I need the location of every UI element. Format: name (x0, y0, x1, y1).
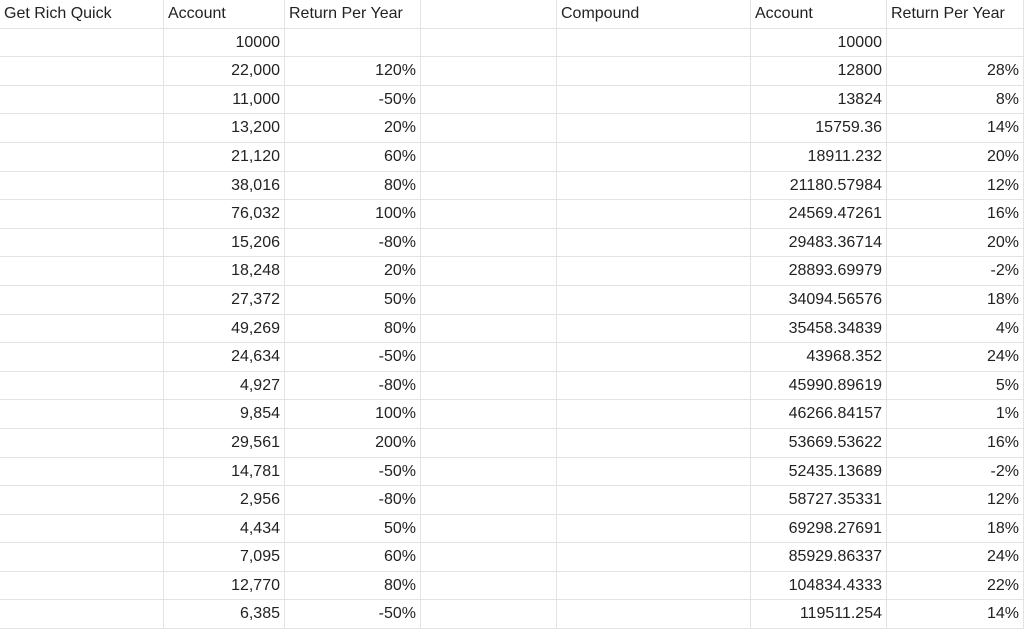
left-return-cell[interactable]: -50% (285, 86, 421, 115)
empty-cell[interactable] (0, 229, 164, 258)
empty-cell[interactable] (557, 429, 751, 458)
left-account-cell[interactable]: 27,372 (164, 286, 285, 315)
left-account-cell[interactable]: 21,120 (164, 143, 285, 172)
left-account-cell[interactable]: 24,634 (164, 343, 285, 372)
empty-cell[interactable] (0, 315, 164, 344)
left-account-cell[interactable]: 11,000 (164, 86, 285, 115)
left-account-cell[interactable]: 13,200 (164, 114, 285, 143)
right-account-cell[interactable]: 13824 (751, 86, 887, 115)
empty-cell[interactable] (557, 114, 751, 143)
empty-cell[interactable] (557, 229, 751, 258)
right-return-cell[interactable]: 24% (887, 543, 1024, 572)
empty-cell[interactable] (557, 343, 751, 372)
empty-cell[interactable] (557, 315, 751, 344)
right-account-cell[interactable]: 85929.86337 (751, 543, 887, 572)
empty-cell[interactable] (0, 515, 164, 544)
right-account-cell[interactable]: 10000 (751, 29, 887, 58)
empty-cell[interactable] (557, 57, 751, 86)
right-return-cell[interactable]: 20% (887, 229, 1024, 258)
right-return-cell[interactable]: -2% (887, 458, 1024, 487)
empty-cell[interactable] (557, 257, 751, 286)
right-account-cell[interactable]: 104834.4333 (751, 572, 887, 601)
empty-cell[interactable] (557, 200, 751, 229)
empty-cell[interactable] (0, 257, 164, 286)
left-account-cell[interactable]: 4,927 (164, 372, 285, 401)
empty-cell[interactable] (0, 143, 164, 172)
right-account-cell[interactable]: 58727.35331 (751, 486, 887, 515)
right-account-cell[interactable]: 119511.254 (751, 600, 887, 629)
left-return-cell[interactable]: -80% (285, 486, 421, 515)
right-return-cell[interactable]: 1% (887, 400, 1024, 429)
empty-cell[interactable] (557, 486, 751, 515)
empty-cell[interactable] (0, 458, 164, 487)
empty-cell[interactable] (421, 257, 557, 286)
left-return-cell[interactable]: -50% (285, 458, 421, 487)
right-account-cell[interactable]: 52435.13689 (751, 458, 887, 487)
empty-cell[interactable] (421, 572, 557, 601)
left-return-cell[interactable]: -50% (285, 343, 421, 372)
empty-cell[interactable] (421, 429, 557, 458)
left-account-cell[interactable]: 10000 (164, 29, 285, 58)
left-return-cell[interactable]: 80% (285, 172, 421, 201)
left-return-cell[interactable]: 100% (285, 200, 421, 229)
left-return-cell[interactable]: 20% (285, 114, 421, 143)
left-account-cell[interactable]: 14,781 (164, 458, 285, 487)
right-return-cell[interactable] (887, 29, 1024, 58)
right-return-cell[interactable]: 16% (887, 429, 1024, 458)
left-return-cell[interactable]: 50% (285, 286, 421, 315)
left-account-cell[interactable]: 15,206 (164, 229, 285, 258)
right-title-cell[interactable]: Compound (557, 0, 751, 29)
left-account-cell[interactable]: 9,854 (164, 400, 285, 429)
left-return-cell[interactable]: 120% (285, 57, 421, 86)
right-account-cell[interactable]: 45990.89619 (751, 372, 887, 401)
empty-cell[interactable] (557, 400, 751, 429)
empty-cell[interactable] (0, 343, 164, 372)
left-account-cell[interactable]: 7,095 (164, 543, 285, 572)
empty-cell[interactable] (421, 543, 557, 572)
right-return-cell[interactable]: 4% (887, 315, 1024, 344)
empty-cell[interactable] (0, 286, 164, 315)
empty-cell[interactable] (0, 372, 164, 401)
right-account-cell[interactable]: 21180.57984 (751, 172, 887, 201)
empty-cell[interactable] (421, 143, 557, 172)
left-account-cell[interactable]: 76,032 (164, 200, 285, 229)
empty-cell[interactable] (557, 86, 751, 115)
right-account-cell[interactable]: 46266.84157 (751, 400, 887, 429)
empty-cell[interactable] (421, 29, 557, 58)
left-account-cell[interactable]: 38,016 (164, 172, 285, 201)
right-return-cell[interactable]: 12% (887, 172, 1024, 201)
empty-cell[interactable] (421, 172, 557, 201)
right-account-cell[interactable]: 12800 (751, 57, 887, 86)
empty-cell[interactable] (557, 515, 751, 544)
empty-cell[interactable] (421, 400, 557, 429)
left-account-cell[interactable]: 49,269 (164, 315, 285, 344)
left-return-cell[interactable]: 60% (285, 143, 421, 172)
right-account-cell[interactable]: 69298.27691 (751, 515, 887, 544)
empty-cell[interactable] (421, 114, 557, 143)
right-account-header[interactable]: Account (751, 0, 887, 29)
left-return-cell[interactable]: 80% (285, 572, 421, 601)
empty-cell[interactable] (557, 372, 751, 401)
empty-cell[interactable] (0, 57, 164, 86)
empty-cell[interactable] (421, 286, 557, 315)
empty-cell[interactable] (421, 57, 557, 86)
left-return-header[interactable]: Return Per Year (285, 0, 421, 29)
empty-cell[interactable] (421, 515, 557, 544)
empty-cell[interactable] (0, 400, 164, 429)
left-account-header[interactable]: Account (164, 0, 285, 29)
empty-cell[interactable] (421, 372, 557, 401)
empty-cell[interactable] (0, 200, 164, 229)
right-account-cell[interactable]: 53669.53622 (751, 429, 887, 458)
empty-cell[interactable] (557, 600, 751, 629)
right-return-cell[interactable]: -2% (887, 257, 1024, 286)
right-return-cell[interactable]: 28% (887, 57, 1024, 86)
left-account-cell[interactable]: 12,770 (164, 572, 285, 601)
left-account-cell[interactable]: 22,000 (164, 57, 285, 86)
right-return-header[interactable]: Return Per Year (887, 0, 1024, 29)
empty-cell[interactable] (557, 543, 751, 572)
empty-cell[interactable] (421, 458, 557, 487)
empty-cell[interactable] (557, 286, 751, 315)
right-account-cell[interactable]: 28893.69979 (751, 257, 887, 286)
right-return-cell[interactable]: 18% (887, 286, 1024, 315)
empty-cell[interactable] (557, 458, 751, 487)
empty-cell[interactable] (0, 486, 164, 515)
right-return-cell[interactable]: 20% (887, 143, 1024, 172)
right-account-cell[interactable]: 35458.34839 (751, 315, 887, 344)
empty-cell[interactable] (0, 114, 164, 143)
right-account-cell[interactable]: 29483.36714 (751, 229, 887, 258)
left-return-cell[interactable]: 100% (285, 400, 421, 429)
left-account-cell[interactable]: 18,248 (164, 257, 285, 286)
empty-cell[interactable] (557, 572, 751, 601)
empty-cell[interactable] (421, 600, 557, 629)
left-return-cell[interactable]: 80% (285, 315, 421, 344)
empty-cell[interactable] (0, 429, 164, 458)
left-return-cell[interactable]: 60% (285, 543, 421, 572)
empty-cell[interactable] (0, 543, 164, 572)
right-return-cell[interactable]: 8% (887, 86, 1024, 115)
left-return-cell[interactable]: -80% (285, 372, 421, 401)
left-return-cell[interactable]: -50% (285, 600, 421, 629)
right-account-cell[interactable]: 24569.47261 (751, 200, 887, 229)
right-return-cell[interactable]: 14% (887, 114, 1024, 143)
empty-cell[interactable] (0, 29, 164, 58)
empty-cell[interactable] (557, 29, 751, 58)
empty-cell[interactable] (421, 343, 557, 372)
right-account-cell[interactable]: 15759.36 (751, 114, 887, 143)
right-return-cell[interactable]: 16% (887, 200, 1024, 229)
right-return-cell[interactable]: 5% (887, 372, 1024, 401)
empty-cell[interactable] (421, 200, 557, 229)
left-return-cell[interactable] (285, 29, 421, 58)
empty-cell[interactable] (0, 572, 164, 601)
left-account-cell[interactable]: 2,956 (164, 486, 285, 515)
empty-cell[interactable] (0, 86, 164, 115)
empty-cell[interactable] (421, 229, 557, 258)
empty-cell[interactable] (557, 172, 751, 201)
right-account-cell[interactable]: 34094.56576 (751, 286, 887, 315)
left-return-cell[interactable]: 50% (285, 515, 421, 544)
left-account-cell[interactable]: 29,561 (164, 429, 285, 458)
empty-cell[interactable] (421, 486, 557, 515)
left-title-cell[interactable]: Get Rich Quick (0, 0, 164, 29)
left-return-cell[interactable]: -80% (285, 229, 421, 258)
left-account-cell[interactable]: 6,385 (164, 600, 285, 629)
left-return-cell[interactable]: 20% (285, 257, 421, 286)
right-return-cell[interactable]: 14% (887, 600, 1024, 629)
right-return-cell[interactable]: 12% (887, 486, 1024, 515)
empty-cell[interactable] (0, 172, 164, 201)
empty-cell[interactable] (421, 0, 557, 29)
right-return-cell[interactable]: 18% (887, 515, 1024, 544)
right-account-cell[interactable]: 18911.232 (751, 143, 887, 172)
empty-cell[interactable] (421, 86, 557, 115)
right-account-cell[interactable]: 43968.352 (751, 343, 887, 372)
right-return-cell[interactable]: 22% (887, 572, 1024, 601)
empty-cell[interactable] (421, 315, 557, 344)
left-return-cell[interactable]: 200% (285, 429, 421, 458)
right-return-cell[interactable]: 24% (887, 343, 1024, 372)
left-account-cell[interactable]: 4,434 (164, 515, 285, 544)
empty-cell[interactable] (0, 600, 164, 629)
empty-cell[interactable] (557, 143, 751, 172)
